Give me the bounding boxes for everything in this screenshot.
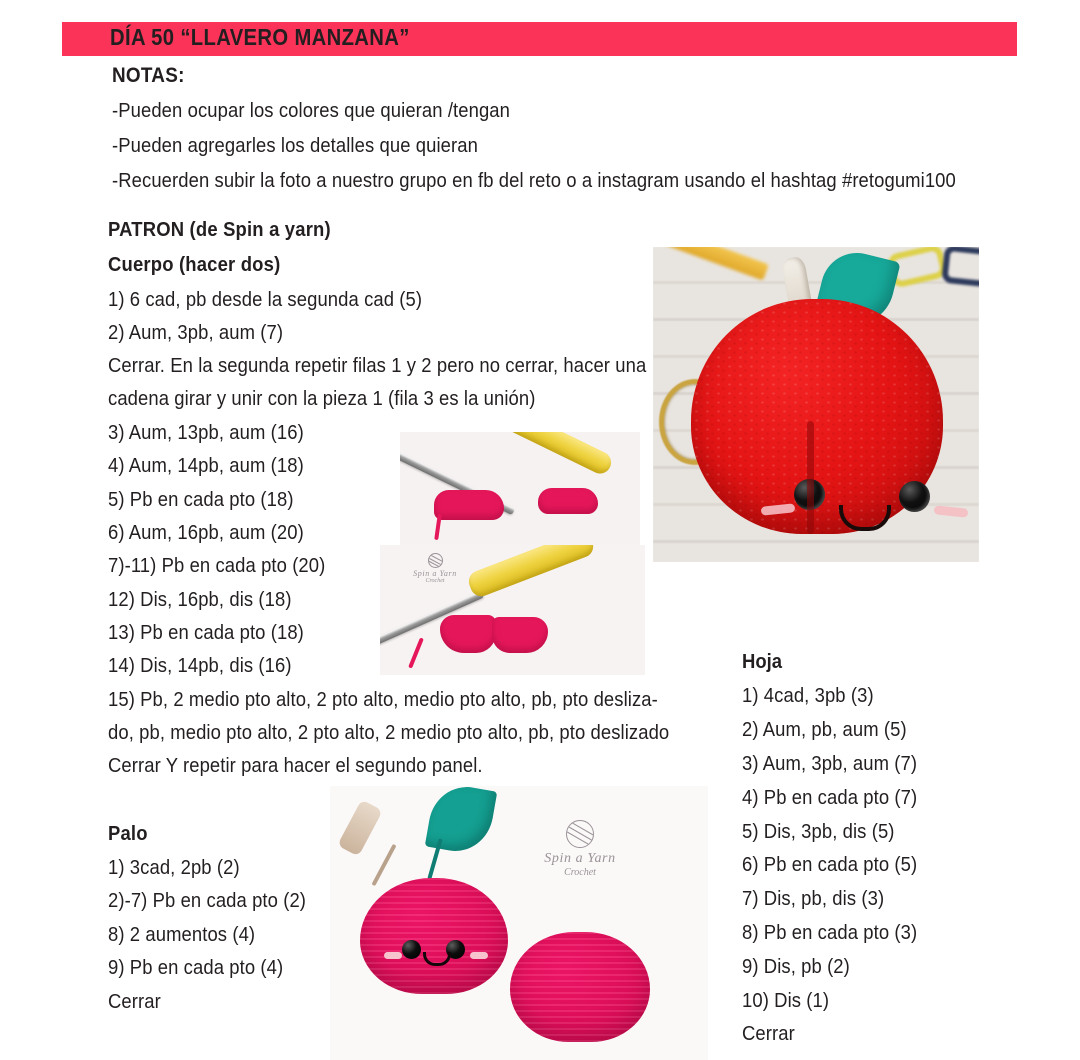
- body-row: 6) Aum, 16pb, aum (20): [108, 521, 304, 544]
- crochet-texture: [510, 932, 650, 1042]
- leaf-row: 5) Dis, 3pb, dis (5): [742, 820, 895, 843]
- flat-apple-plain: [510, 932, 650, 1042]
- flat-apple-with-face: [360, 878, 508, 994]
- body-row: do, pb, medio pto alto, 2 pto alto, 2 medio pto alto, pb, pto deslizado: [108, 721, 670, 744]
- watermark-subtitle: Crochet: [425, 578, 445, 584]
- stem-section-heading: Palo: [108, 822, 148, 845]
- flat-blush-left: [384, 952, 402, 959]
- photo-finished-keychain: [653, 247, 979, 562]
- body-section-heading: Cuerpo (hacer dos): [108, 253, 281, 276]
- body-row: 5) Pb en cada pto (18): [108, 488, 294, 511]
- stem-row: 1) 3cad, 2pb (2): [108, 856, 240, 879]
- body-row: 1) 6 cad, pb desde la segunda cad (5): [108, 288, 423, 311]
- flat-blush-right: [470, 952, 488, 959]
- leaf-row: 4) Pb en cada pto (7): [742, 786, 918, 809]
- watermark-name: Spin a Yarn: [544, 851, 616, 866]
- body-row: Cerrar Y repetir para hacer el segundo panel.: [108, 754, 483, 777]
- flat-apple-stem: [337, 799, 383, 856]
- note-line: -Pueden agregarles los detalles que quieran: [112, 134, 478, 157]
- photo-hook-process-b: [380, 545, 645, 675]
- watermark-name: Spin a Yarn: [413, 569, 457, 578]
- stem-row: 2)-7) Pb en cada pto (2): [108, 889, 307, 912]
- notes-heading: NOTAS:: [112, 64, 185, 87]
- crochet-hook-handle: [466, 545, 597, 599]
- body-row: Cerrar. En la segunda repetir filas 1 y 2 pero no cerrar, hacer una: [108, 354, 647, 377]
- photo-hook-process-a: [400, 432, 640, 562]
- leaf-row: 2) Aum, pb, aum (5): [742, 718, 907, 741]
- body-row: 2) Aum, 3pb, aum (7): [108, 321, 284, 344]
- yarn-piece: [492, 617, 548, 653]
- body-row: 13) Pb en cada pto (18): [108, 621, 304, 644]
- leaf-row: 1) 4cad, 3pb (3): [742, 684, 874, 707]
- yarn-tail: [408, 637, 424, 668]
- stem-row: Cerrar: [108, 990, 161, 1013]
- yarn-piece: [440, 615, 496, 653]
- page-title: DÍA 50 “LLAVERO MANZANA”: [110, 24, 410, 50]
- watermark: [525, 820, 635, 878]
- apple-eye-right: [899, 481, 930, 512]
- leaf-row: 10) Dis (1): [742, 989, 830, 1012]
- leaf-row: 8) Pb en cada pto (3): [742, 921, 918, 944]
- stem-row: 9) Pb en cada pto (4): [108, 956, 284, 979]
- body-row: 15) Pb, 2 medio pto alto, 2 pto alto, medio pto alto, pb, pto desliza-: [108, 688, 658, 711]
- yarn-tail: [434, 514, 442, 540]
- yarn-ball-icon: [428, 553, 443, 568]
- paperclip-navy: [941, 247, 979, 287]
- body-row: 7)-11) Pb en cada pto (20): [108, 554, 326, 577]
- crochet-texture: [360, 878, 508, 994]
- body-row: 14) Dis, 14pb, dis (16): [108, 654, 292, 677]
- apple-eye-left: [794, 479, 825, 510]
- flat-eye-left: [402, 940, 421, 959]
- flat-stem-thread: [371, 844, 396, 886]
- leaf-section-heading: Hoja: [742, 650, 782, 673]
- leaf-row: 6) Pb en cada pto (5): [742, 853, 918, 876]
- pattern-heading: PATRON (de Spin a yarn): [108, 218, 331, 241]
- crochet-hook-handle: [497, 432, 614, 477]
- watermark: [400, 553, 470, 584]
- watermark-subtitle: Crochet: [564, 867, 596, 878]
- leaf-row: 9) Dis, pb (2): [742, 955, 850, 978]
- apple-body: [691, 299, 943, 534]
- yarn-piece: [538, 488, 598, 514]
- leaf-row: 7) Dis, pb, dis (3): [742, 887, 885, 910]
- body-row: 3) Aum, 13pb, aum (16): [108, 421, 304, 444]
- note-line: -Pueden ocupar los colores que quieran /tengan: [112, 99, 511, 122]
- body-row: cadena girar y unir con la pieza 1 (fila 3 es la unión): [108, 387, 536, 410]
- yarn-piece: [434, 490, 504, 520]
- note-line: -Recuerden subir la foto a nuestro grupo en fb del reto o a instagram usando el hashtag #retogumi100: [112, 169, 956, 192]
- body-row: 12) Dis, 16pb, dis (18): [108, 588, 292, 611]
- leaf-row: Cerrar: [742, 1022, 795, 1045]
- stem-row: 8) 2 aumentos (4): [108, 923, 256, 946]
- body-row: 4) Aum, 14pb, aum (18): [108, 454, 304, 477]
- leaf-row: 3) Aum, 3pb, aum (7): [742, 752, 918, 775]
- yarn-ball-icon: [566, 820, 594, 848]
- photo-flat-panels: [330, 786, 708, 1060]
